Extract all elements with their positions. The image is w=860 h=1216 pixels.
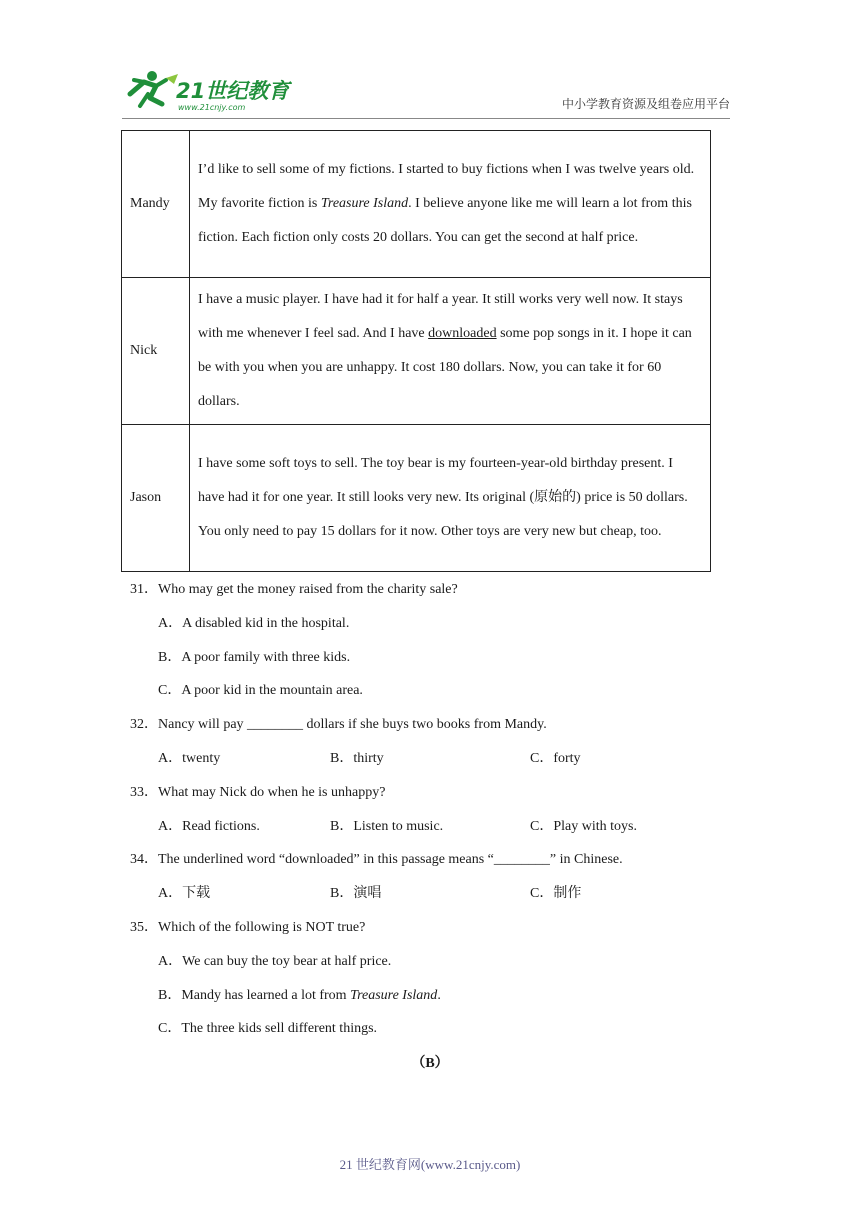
seller-description xyxy=(190,278,711,425)
question-stem: 34．The underlined word “downloaded” in this passage means “________” in Chinese. xyxy=(130,852,623,868)
seller-name: Mandy xyxy=(122,131,190,278)
option-a: A．We can buy the toy bear at half price. xyxy=(158,953,392,969)
option-b: B．演唱 xyxy=(330,886,382,902)
desc-text: I’d like to sell some of my fictions. I started to buy fictions when I was twelve years old. My favorite fiction is xyxy=(198,162,695,211)
page-header xyxy=(0,0,860,120)
question-stem: 32．Nancy will pay ________ dollars if she buys two books from Mandy. xyxy=(130,717,547,733)
svg-text:21世纪教育: 21世纪教育 xyxy=(176,79,290,103)
site-name: 中小学教育资源及组卷应用平台 xyxy=(561,97,730,111)
option-a: A．Read fictions. xyxy=(158,818,260,834)
seller-description xyxy=(190,425,711,572)
option-b-end: . xyxy=(437,987,441,1003)
book-title: Treasure Island xyxy=(320,196,409,211)
questions xyxy=(130,573,730,1046)
option-a: A．twenty xyxy=(158,750,221,766)
desc-text: . I believe anyone like me will learn a lot from this fiction. Each fiction only costs 20 dollars. You can get the second at half price. xyxy=(198,196,692,245)
option-c: C．A poor kid in the mountain area. xyxy=(158,683,363,699)
table-row xyxy=(122,425,711,572)
desc-text: I have some soft toys to sell. The toy bear is my fourteen-year-old birthday present. I have had it for one year. It still looks very new. Its original (原始的) price is 50 dollars. You only need to pay 15 dollars for it now. Other toys are very new but cheap, too. xyxy=(198,456,688,539)
seller-name: Jason xyxy=(122,425,190,572)
question-stem: 31．Who may get the money raised from the charity sale? xyxy=(130,582,458,597)
table-row xyxy=(122,278,711,425)
logo xyxy=(122,68,292,114)
header-divider xyxy=(122,118,730,119)
options-row xyxy=(130,810,730,844)
section-label: （B） xyxy=(411,1056,449,1071)
option-c: C．Play with toys. xyxy=(530,818,637,834)
option-b: B．thirty xyxy=(330,750,384,766)
underlined-word: downloaded xyxy=(428,326,497,341)
option-b-text: B．Mandy has learned a lot from xyxy=(158,987,351,1003)
question-stem: 33．What may Nick do when he is unhappy? xyxy=(130,784,386,800)
option-c: C．The three kids sell different things. xyxy=(158,1021,378,1037)
question-stem: 35．Which of the following is NOT true? xyxy=(130,919,366,935)
page-footer: 21 世纪教育网(www.21cnjy.com) xyxy=(339,1157,521,1172)
option-c: C．forty xyxy=(530,750,581,766)
options-row xyxy=(130,742,730,776)
option-a: A．A disabled kid in the hospital. xyxy=(158,615,350,631)
seller-description xyxy=(190,131,711,278)
options-row xyxy=(130,877,730,911)
sale-table xyxy=(121,130,711,572)
book-title: Treasure Island xyxy=(350,987,438,1003)
runner-logo-icon xyxy=(122,68,292,114)
option-b: B．Listen to music. xyxy=(330,818,444,834)
svg-text:www.21cnjy.com: www.21cnjy.com xyxy=(178,103,246,112)
option-b: B．A poor family with three kids. xyxy=(158,649,351,665)
option-b xyxy=(130,979,730,1013)
seller-name: Nick xyxy=(122,278,190,425)
desc-text: I have a music player. I have had it for half a year. It still works very well now. It stays with me whenever I feel sad. And I have xyxy=(198,292,683,341)
option-c: C．制作 xyxy=(530,886,582,902)
table-row xyxy=(122,131,711,278)
option-a: A．下载 xyxy=(158,886,211,902)
desc-text: some pop songs in it. I hope it can be with you when you are unhappy. It cost 180 dollars. Now, you can take it for 60 dollars. xyxy=(198,326,692,409)
